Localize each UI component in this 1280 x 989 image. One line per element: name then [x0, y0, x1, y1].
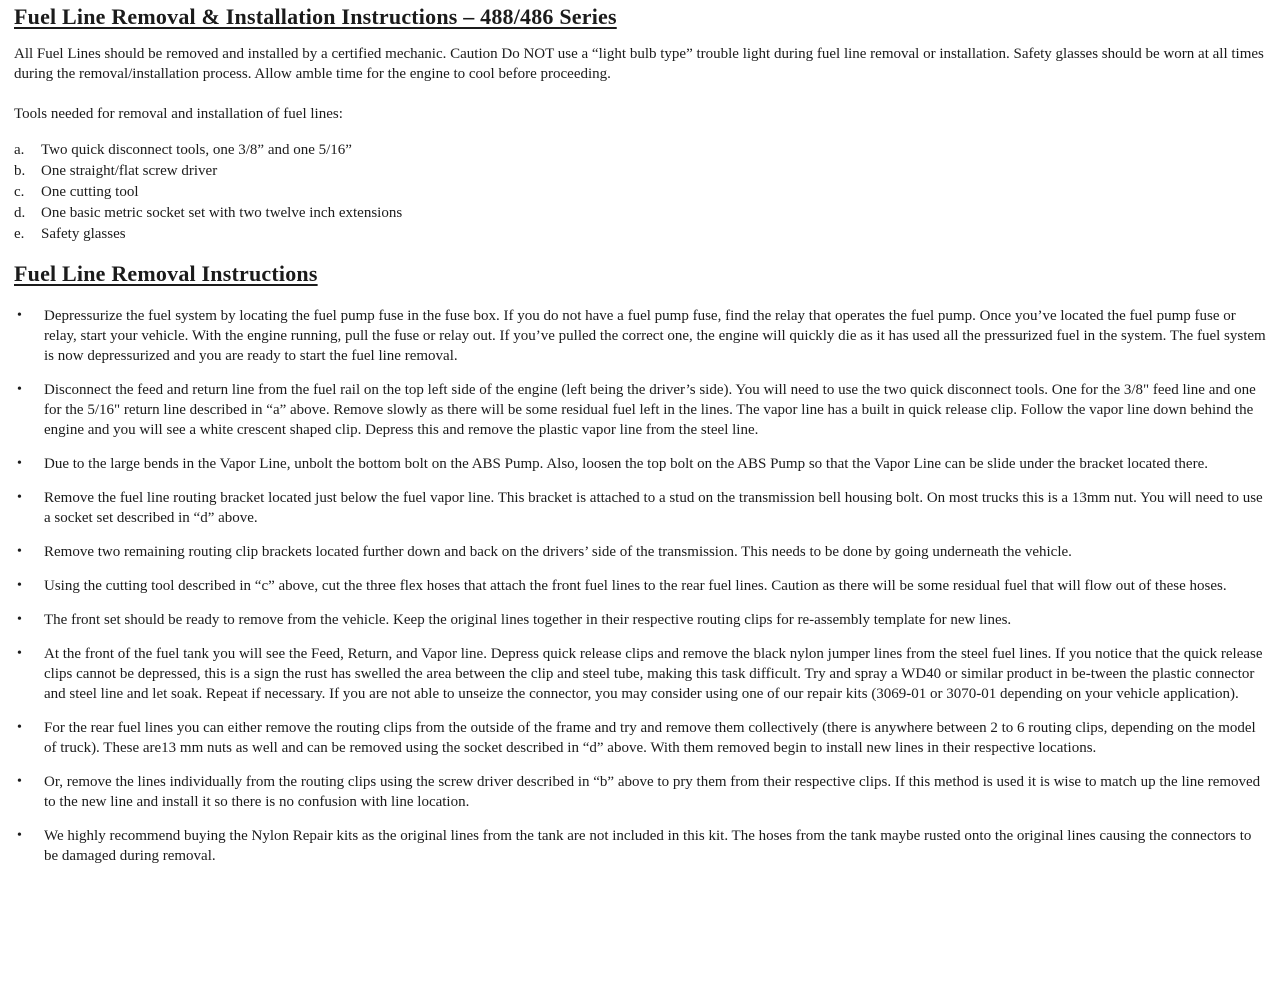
bullet-icon: •	[17, 578, 22, 593]
tool-list-item	[14, 140, 1266, 161]
tool-item-text: Safety glasses	[41, 226, 126, 242]
instruction-item	[14, 380, 1266, 440]
tool-list-item	[14, 224, 1266, 245]
instruction-item	[14, 826, 1266, 866]
instruction-text: The front set should be ready to remove from the vehicle. Keep the original lines together in their respective routing clips for re-assembly template for new lines.	[44, 612, 1012, 628]
instruction-item	[14, 306, 1266, 366]
tool-list-item	[14, 182, 1266, 203]
tool-item-text: One basic metric socket set with two twelve inch extensions	[41, 205, 403, 221]
instruction-item	[14, 576, 1266, 596]
instruction-item	[14, 644, 1266, 704]
bullet-icon: •	[17, 456, 22, 471]
instruction-text: For the rear fuel lines you can either remove the routing clips from the outside of the frame and try and remove them collectively (there is anywhere between 2 to 6 routing clips, depending on the model of truck). These are13 mm nuts as well and can be removed using the socket described in “d” above. With them removed begin to install new lines in their respective locations.	[44, 720, 1256, 756]
instruction-list	[14, 306, 1266, 866]
tools-intro-paragraph: Tools needed for removal and installation of fuel lines:	[14, 106, 343, 122]
bullet-icon: •	[17, 382, 22, 397]
tool-item-marker: a.	[14, 142, 25, 158]
instruction-item	[14, 718, 1266, 758]
instruction-text: Or, remove the lines individually from the routing clips using the screw driver described in “b” above to pry them from their respective clips. If this method is used it is wise to match up the line removed to the new line and install it so there is no confusion with line location.	[44, 774, 1261, 810]
bullet-icon: •	[17, 720, 22, 735]
intro-paragraph: All Fuel Lines should be removed and installed by a certified mechanic. Caution Do NOT use a “light bulb type” trouble light during fuel line removal or installation. Safety glasses should be worn at all times during the removal/installation process. Allow amble time for the engine to cool before proceeding.	[14, 46, 1264, 82]
instruction-item	[14, 610, 1266, 630]
bullet-icon: •	[17, 774, 22, 789]
tool-item-marker: d.	[14, 205, 26, 221]
tool-item-text: One straight/flat screw driver	[41, 163, 218, 179]
instruction-item	[14, 454, 1266, 474]
instruction-text: We highly recommend buying the Nylon Repair kits as the original lines from the tank are not included in this kit. The hoses from the tank maybe rusted onto the original lines causing the connectors to be damaged during removal.	[44, 828, 1252, 864]
instruction-text: Using the cutting tool described in “c” above, cut the three flex hoses that attach the front fuel lines to the rear fuel lines. Caution as there will be some residual fuel that will flow out of these hoses.	[44, 578, 1227, 594]
bullet-icon: •	[17, 828, 22, 843]
bullet-icon: •	[17, 612, 22, 627]
bullet-icon: •	[17, 544, 22, 559]
instruction-text: Remove two remaining routing clip brackets located further down and back on the drivers’ side of the transmission. This needs to be done by going underneath the vehicle.	[44, 544, 1072, 560]
tool-item-marker: e.	[14, 226, 25, 242]
tool-item-text: Two quick disconnect tools, one 3/8” and one 5/16”	[41, 142, 352, 158]
tool-item-text: One cutting tool	[41, 184, 139, 200]
instruction-text: At the front of the fuel tank you will see the Feed, Return, and Vapor line. Depress quick release clips and remove the black nylon jumper lines from the steel fuel lines. If you notice that the quick release clips cannot be depressed, this is a sign the rust has swelled the area between the clip and steel tube, making this task difficult. Try and spray a WD40 or similar product in be-tween the plastic connector and steel line and let soak. Repeat if necessary. If you are not able to unseize the connector, you may consider using one of our repair kits (3069-01 or 3070-01 depending on your vehicle application).	[44, 646, 1263, 702]
tool-list-item	[14, 161, 1266, 182]
tool-item-marker: b.	[14, 163, 26, 179]
instruction-text: Due to the large bends in the Vapor Line, unbolt the bottom bolt on the ABS Pump. Also, loosen the top bolt on the ABS Pump so that the Vapor Line can be slide under the bracket located there.	[44, 456, 1208, 472]
bullet-icon: •	[17, 308, 22, 323]
instruction-text: Depressurize the fuel system by locating the fuel pump fuse in the fuse box. If you do not have a fuel pump fuse, find the relay that operates the fuel pump. Once you’ve located the fuel pump fuse or relay, start your vehicle. With the engine running, pull the fuse or relay out. If you’ve pulled the correct one, the engine will quickly die as it has used all the pressurized fuel in the system. The fuel system is now depressurized and you are ready to start the fuel line removal.	[44, 308, 1266, 364]
instruction-text: Remove the fuel line routing bracket located just below the fuel vapor line. This bracket is attached to a stud on the transmission bell housing bolt. On most trucks this is a 13mm nut. You will need to use a socket set described in “d” above.	[44, 490, 1263, 526]
instruction-item	[14, 772, 1266, 812]
instruction-text: Disconnect the feed and return line from the fuel rail on the top left side of the engine (left being the driver’s side). You will need to use the two quick disconnect tools. One for the 3/8" feed line and one for the 5/16" return line described in “a” above. Remove slowly as there will be some residual fuel left in the lines. The vapor line has a built in quick release clip. Follow the vapor line down behind the engine and you will see a white crescent shaped clip. Depress this and remove the plastic vapor line from the steel line.	[44, 382, 1256, 438]
document-title: Fuel Line Removal & Installation Instructions – 488/486 Series	[14, 4, 617, 29]
bullet-icon: •	[17, 490, 22, 505]
tools-list	[14, 140, 1266, 245]
tool-item-marker: c.	[14, 184, 25, 200]
bullet-icon: •	[17, 646, 22, 661]
instruction-item	[14, 488, 1266, 528]
section-title: Fuel Line Removal Instructions	[14, 261, 318, 286]
tool-list-item	[14, 203, 1266, 224]
instruction-item	[14, 542, 1266, 562]
